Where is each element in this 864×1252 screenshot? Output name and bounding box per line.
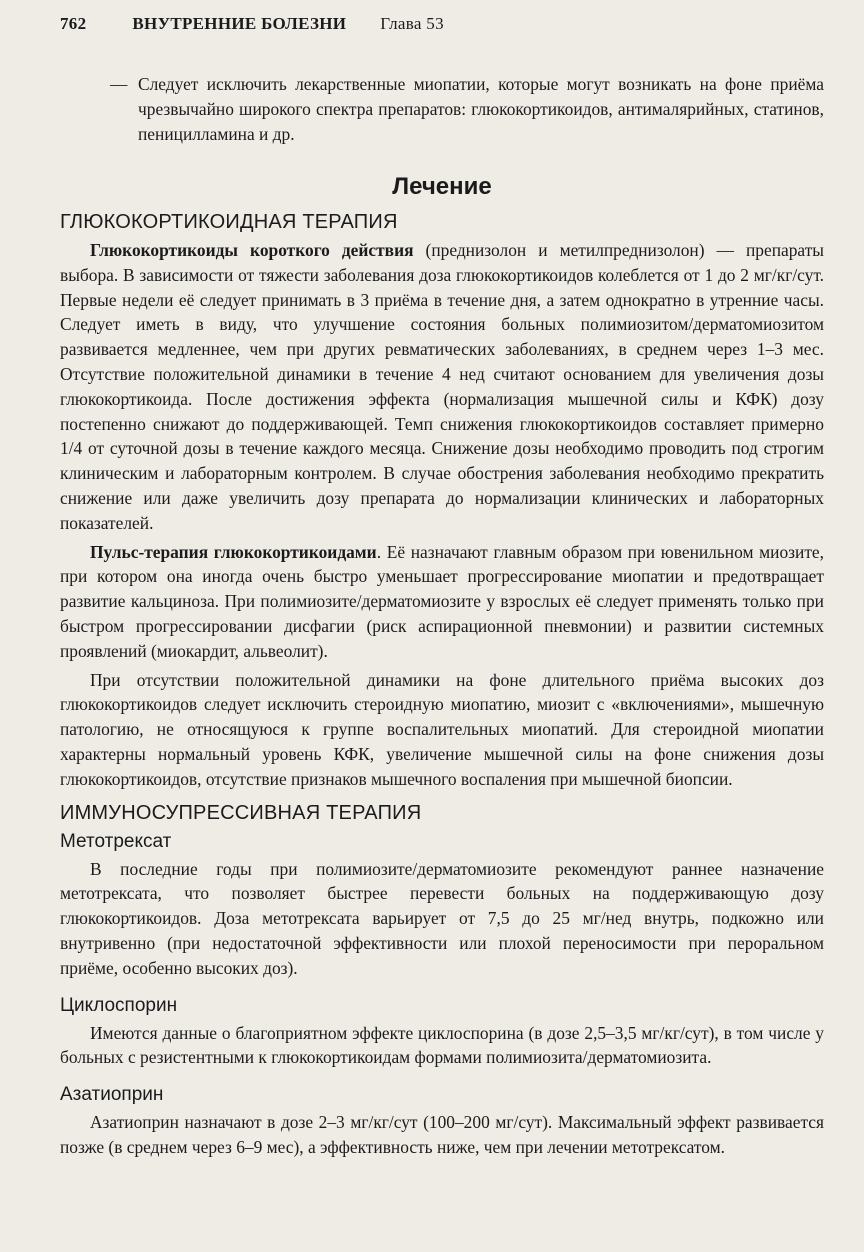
immunosuppressive-heading: ИММУНОСУПРЕССИВНАЯ ТЕРАПИЯ (60, 801, 422, 824)
dash-marker: — (110, 74, 128, 94)
book-title: ВНУТРЕННИЕ БОЛЕЗНИ (132, 14, 347, 33)
spacer (60, 1070, 824, 1078)
azathioprine-paragraph: Азатиоприн назначают в дозе 2–3 мг/кг/сут (100–200 мг/сут). Максимальный эффект развивается позже (в среднем через 6–9 мес), а эффективность ниже, чем при лечении метотрексатом. (60, 1112, 824, 1157)
spacer (60, 981, 824, 989)
glucocorticoid-p2-lead: Пульс-терапия глюкокортикоидами (90, 541, 377, 562)
glucocorticoid-paragraph-2 (60, 540, 824, 664)
chapter-label: Глава 53 (380, 14, 444, 33)
glucocorticoid-paragraph-3: При отсутствии положительной динамики на фоне длительного приёма высоких доз глюкокортикоидов следует исключить стероидную миопатию, миозит с «включениями», мышечную патологию, не относящуюся к группе воспалительных миопатий. Для стероидной миопатии характерны нормальный уровень КФК, увеличение мышечной силы на фоне снижения дозы глюкокортикоидов, отсутствие признаков мышечного воспаления при мышечной биопсии. (60, 669, 824, 789)
glucocorticoid-p1-text: (преднизолон и метилпреднизолон) — препараты выбора. В зависимости от тяжести заболевания доза глюкокортикоидов колеблется от 1 до 2 мг/кг/сут. Первые недели её следует принимать в 3 приёма в течение дня, а затем однократно в утренние часы. Следует иметь в виду, что улучшение состояния больных полимиозитом/дерматомиозитом развивается медленнее, чем при других ревматических заболеваниях, в среднем через 1–3 мес. Отсутствие положительной динамики в течение 4 нед считают основанием для увеличения дозы глюкокортикоида. После достижения эффекта (нормализация мышечной силы и КФК) дозу постепенно снижают до поддерживающей. Темп снижения глюкокортикоидов составляет примерно 1/4 от суточной дозы в течение каждого месяца. Снижение дозы необходимо проводить под строгим клиническим и лабораторным контролем. В случае обострения заболевания необходимо прекратить снижение или даже увеличить дозу препарата до нормализации клинических и лабораторных показателей. (60, 240, 824, 533)
azathioprine-heading: Азатиоприн (60, 1084, 164, 1106)
methotrexate-paragraph: В последние годы при полимиозите/дерматомиозите рекомендуют раннее назначение метотрексата, что позволяет быстрее перевести больных на поддерживающую дозу глюкокортикоидов. Доза метотрексата варьирует от 7,5 до 25 мг/нед внутрь, подкожно или внутривенно (при недостаточной эффективности или плохой переносимости при пероральном приёме, особенно высоких доз). (60, 858, 824, 978)
running-header (60, 14, 824, 44)
methotrexate-heading: Метотрексат (60, 830, 172, 852)
glucocorticoid-heading: ГЛЮКОКОРТИКОИДНАЯ ТЕРАПИЯ (60, 211, 398, 233)
glucocorticoid-p1-lead: Глюкокортикоиды короткого действия (90, 240, 414, 260)
intro-dash-item (60, 72, 824, 147)
section-title: Лечение (392, 173, 492, 200)
glucocorticoid-p2-text: . Её назначают главным образом при ювенильном миозите, при котором она иногда очень быстро уменьшает прогрессирование миопатии и предотвращает развитие кальциноза. При полимиозите/дерматомиозите у взрослых её следует применять только при быстром прогрессировании дисфагии (риск аспирационной пневмонии) и развитии системных проявлений (миокардит, альвеолит). (60, 541, 824, 661)
cyclosporine-heading: Циклоспорин (60, 994, 178, 1016)
intro-item-text: Следует исключить лекарственные миопатии, которые могут возникать на фоне приёма чрезвычайно широкого спектра препаратов: глюкокортикоидов, антималярийных, статинов, пеницилламина и др. (138, 74, 824, 144)
cyclosporine-paragraph: Имеются данные о благоприятном эффекте циклоспорина (в дозе 2,5–3,5 мг/кг/сут), в том числе у больных с резистентными к глюкокортикоидам формами полимиозита/дерматомиозита. (60, 1022, 824, 1068)
page-number: 762 (60, 14, 87, 33)
glucocorticoid-paragraph-1 (60, 238, 824, 536)
